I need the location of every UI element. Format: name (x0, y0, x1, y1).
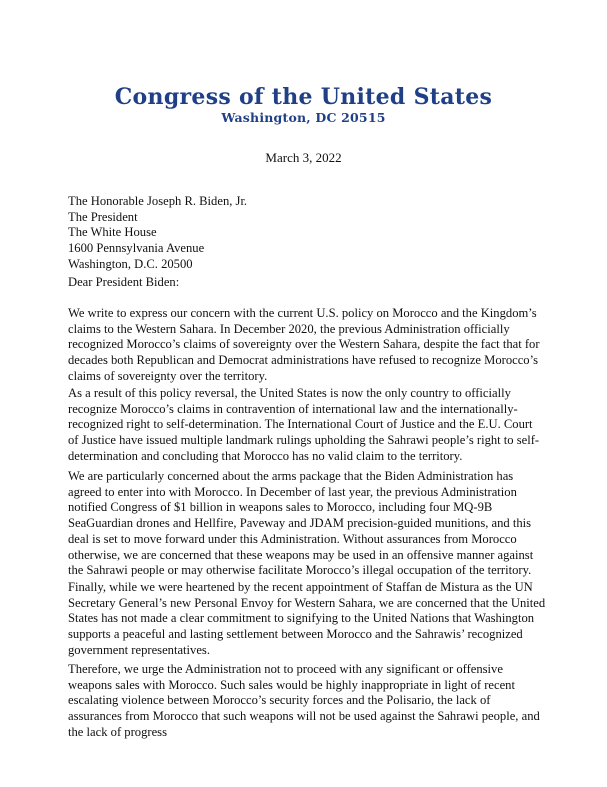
paragraph-1: We write to express our concern with the current U.S. policy on Morocco and the Kingdom’s claims to the Western Sahara. In December 2020, the previous Administration officially recognized Morocco’s claims of sovereignty over the Western Sahara, despite the fact that for decades both Republican and Democrat administrations have refused to recognize Morocco’s claims of sovereignty over the territory. (68, 306, 540, 383)
paragraph-5: Therefore, we urge the Administration not to proceed with any significant or offensive weapons sales with Morocco. Such sales would be highly inappropriate in light of recent escalating violence between Morocco’s security forces and the Polisario, the lack of assurances from Morocco that such weapons will not be used against the Sahrawi people, and the lack of progress (68, 662, 540, 739)
paragraph-3: We are particularly concerned about the arms package that the Biden Administration has agreed to enter into with Morocco. In December of last year, the previous Administration notified Congress of $1 billion in weapons sales to Morocco, including four MQ-9B SeaGuardian drones and Hellfire, Paveway and JDAM precision-guided munitions, and this deal is set to move forward under this Administration. Without assurances from Morocco otherwise, we are concerned that these weapons may be used in an offensive manner against the Sahrawi people or may otherwise facilitate Morocco’s illegal occupation of the territory. (68, 469, 534, 578)
letterhead-title: Congress of the United States (114, 84, 493, 110)
recipient-street: 1600 Pennsylvania Avenue (68, 241, 205, 256)
recipient-name: The Honorable Joseph R. Biden, Jr. (68, 194, 248, 208)
letterhead (0, 84, 607, 125)
paragraph-4: Finally, while we were heartened by the recent appointment of Staffan de Mistura as the UN Secretary General’s new Personal Envoy for Western Sahara, we are concerned that the United States has not made a clear commitment to signifying to the United Nations that Washington supports a peaceful and lasting settlement between Morocco and the Sahrawis’ recognized government representatives. (68, 580, 546, 657)
recipient-organization: The White House (68, 225, 157, 240)
recipient-address (68, 194, 546, 273)
paragraph-2: As a result of this policy reversal, the United States is now the only country to officially recognize Morocco’s claims in contravention of international law and the internationally-recognized right to self-determination. The International Court of Justice and the E.U. Court of Justice have issued multiple landmark rulings upholding the Sahrawi people’s right to self-determination and concluding that Morocco has no valid claim to the territory. (68, 386, 540, 463)
recipient-title: The President (68, 209, 138, 224)
letterhead-subtitle: Washington, DC 20515 (221, 110, 386, 125)
salutation: Dear President Biden: (68, 275, 180, 289)
letter-date: March 3, 2022 (265, 150, 342, 165)
recipient-city: Washington, D.C. 20500 (68, 256, 193, 271)
